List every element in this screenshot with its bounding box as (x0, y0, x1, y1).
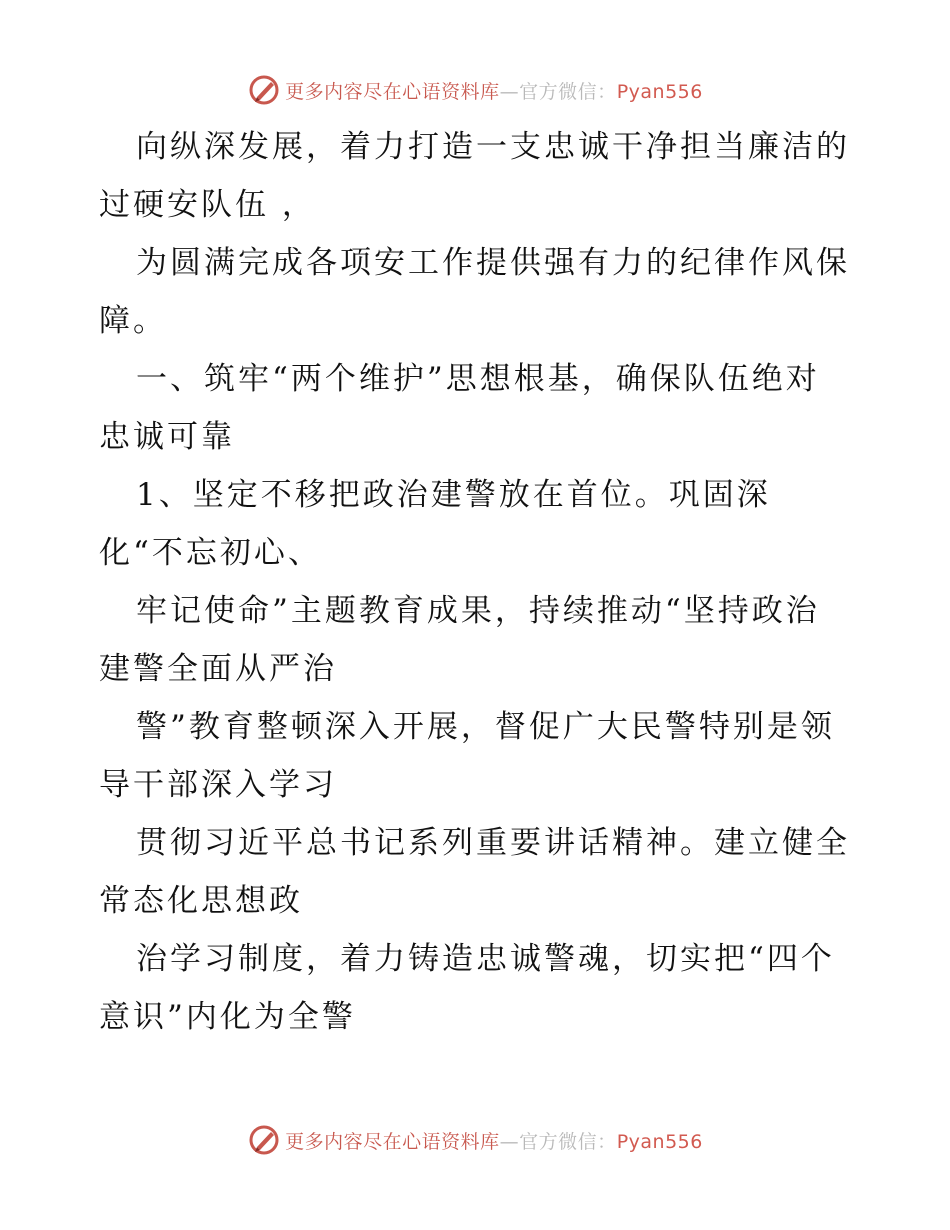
header-banner (0, 70, 950, 110)
text-line: 牢记使命”主题教育成果，持续推动“坚持政治 (136, 593, 820, 629)
text-line: 治学习制度，着力铸造忠诚警魂，切实把“四个 (136, 941, 835, 977)
banner-wechat-label: 官方微信： (519, 80, 617, 103)
text-line: 常态化思想政 (99, 883, 303, 919)
banner-separator: — (499, 1130, 520, 1153)
banner-wechat-id: Pyan556 (616, 1130, 703, 1153)
text-line: 1、坚定不移把政治建警放在首位。巩固深 (136, 477, 771, 513)
banner-text (285, 77, 703, 104)
text-line: 贯彻习近平总书记系列重要讲话精神。建立健全 (136, 825, 850, 861)
banner-wechat-label: 官方微信： (519, 1130, 617, 1153)
pen-logo-icon (247, 73, 281, 107)
document-body (99, 118, 859, 1046)
banner-separator: — (499, 80, 520, 103)
section-heading-line: 忠诚可靠 (99, 419, 235, 455)
banner-main-text: 更多内容尽在心语资料库 (285, 1130, 500, 1153)
section-heading-line: 一、筑牢“两个维护”思想根基，确保队伍绝对 (136, 361, 820, 397)
text-line: 建警全面从严治 (99, 651, 337, 687)
text-line: 导干部深入学习 (99, 767, 337, 803)
text-line: 过硬安队伍 ， (99, 187, 316, 223)
banner-wechat-id: Pyan556 (616, 80, 703, 103)
text-line: 化“不忘初心、 (99, 535, 322, 571)
pen-logo-icon (247, 1123, 281, 1157)
text-line: 向纵深发展，着力打造一支忠诚干净担当廉洁的 (136, 129, 850, 165)
text-line: 障。 (99, 303, 167, 339)
footer-banner (0, 1120, 950, 1160)
text-line: 为圆满完成各项安工作提供强有力的纪律作风保 (136, 245, 850, 281)
banner-main-text: 更多内容尽在心语资料库 (285, 80, 500, 103)
text-line: 警”教育整顿深入开展，督促广大民警特别是领 (136, 709, 835, 745)
banner-text (285, 1127, 703, 1154)
text-line: 意识”内化为全警 (99, 999, 356, 1035)
